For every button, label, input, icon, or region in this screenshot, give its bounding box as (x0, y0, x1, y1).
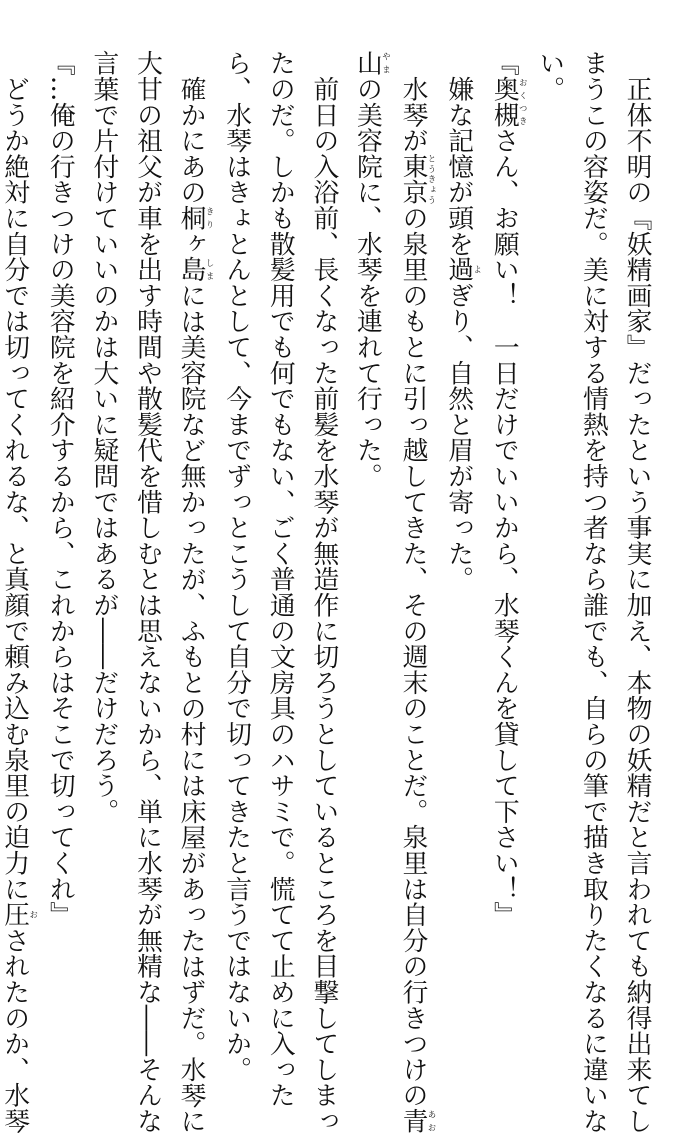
ruby-reading: とうきょう (426, 153, 437, 205)
ruby-base: 青 (398, 1107, 429, 1134)
ruby-word (443, 256, 482, 283)
ruby-base: 東京 (398, 153, 429, 205)
text-segment: には美容院など無かったが、ふもとの村には床屋があったはずだ。水琴に (176, 282, 207, 1134)
text-segment: の泉里のもとに引っ越してきた、その週末のことだ。泉里は自分の行きつけの (398, 204, 429, 1108)
ruby-base: 島 (176, 256, 207, 283)
text-line (436, 50, 482, 980)
text-segment: たのだ。しかも散髪用でも何でもない、ごく普通の文房具のハサミで。慌てて止めに入った (265, 50, 296, 1108)
text-line (125, 50, 169, 1134)
text-line (482, 50, 528, 980)
ruby-reading: よ (471, 256, 482, 283)
text-line (345, 50, 391, 980)
ruby-base: 奥槻 (489, 75, 520, 128)
ruby-reading: お (27, 901, 38, 928)
ruby-reading: しま (204, 256, 215, 283)
text-segment: 言葉で片付けていいのかは大いに疑問ではあるが――だけだろう。 (88, 50, 119, 824)
text-segment: い。 (534, 50, 565, 102)
ruby-word (489, 75, 528, 128)
text-segment: 確かにあの (176, 50, 207, 205)
ruby-base: 過 (443, 256, 474, 283)
text-line (571, 50, 615, 1134)
ruby-word (0, 901, 38, 928)
text-segment: 正体不明の『妖精画家』だったという事実に加え、本物の妖精だと言われても納得出来てし (622, 50, 652, 1134)
ruby-reading: きり (204, 204, 215, 231)
text-segment: の美容院に、水琴を連れて行った。 (352, 75, 383, 489)
text-segment: 『 (489, 50, 520, 76)
text-segment: ヶ (176, 230, 207, 257)
ruby-reading: やま (380, 50, 391, 76)
text-line (81, 50, 125, 980)
text-segment: さん、お願い！ 一日だけでいいから、水琴くんを貸して下さい！』 (489, 127, 520, 928)
text-line (301, 50, 345, 1134)
text-line (614, 50, 658, 1134)
text-segment: 嫌な記憶が頭を (443, 50, 474, 257)
text-segment: どうか絶対に自分では切ってくれるな、と真顔で頼み込む泉里の迫力に (0, 50, 30, 902)
text-segment: されたのか、水琴 (0, 927, 30, 1134)
ruby-reading: おくつき (517, 75, 528, 128)
ruby-base: 桐 (176, 204, 207, 231)
ruby-word (398, 153, 437, 205)
ruby-word (176, 204, 215, 231)
text-line (258, 50, 302, 1108)
text-segment: 前日の入浴前、長くなった前髪を水琴が無造作に切ろうとしているところを目撃してしまっ (308, 50, 339, 1134)
vertical-text-body (0, 50, 658, 1134)
ruby-word (176, 256, 215, 283)
text-segment: まうこの容姿だ。美に対する情熱を持つ者なら誰でも、自らの筆で描き取りたくなるに違いな (578, 50, 609, 1134)
text-line (0, 50, 38, 1134)
text-segment: ぎり、自然と眉が寄った。 (443, 282, 474, 592)
ruby-reading: あお (426, 1107, 437, 1134)
ruby-word (352, 50, 391, 76)
ruby-base: 山 (352, 50, 383, 76)
text-line (527, 50, 571, 980)
text-segment: ら、水琴はきょとんとして、今までずっとこうして自分で切ってきたと言うではないか。 (221, 50, 252, 1082)
text-line (38, 50, 82, 980)
text-line (214, 50, 258, 1082)
text-segment: 水琴が (398, 50, 429, 154)
ruby-word (398, 1107, 437, 1134)
text-segment: 『…俺の行きつけの美容院を紹介するから、これからはそこで切ってくれ』 (45, 50, 76, 928)
text-line (168, 50, 215, 1134)
text-line (390, 50, 437, 1134)
text-segment: 大甘の祖父が車を出す時間や散髪代を惜しむとは思えないから、単に水琴が無精な――そんな (132, 50, 163, 1134)
ruby-base: 圧 (0, 901, 30, 928)
